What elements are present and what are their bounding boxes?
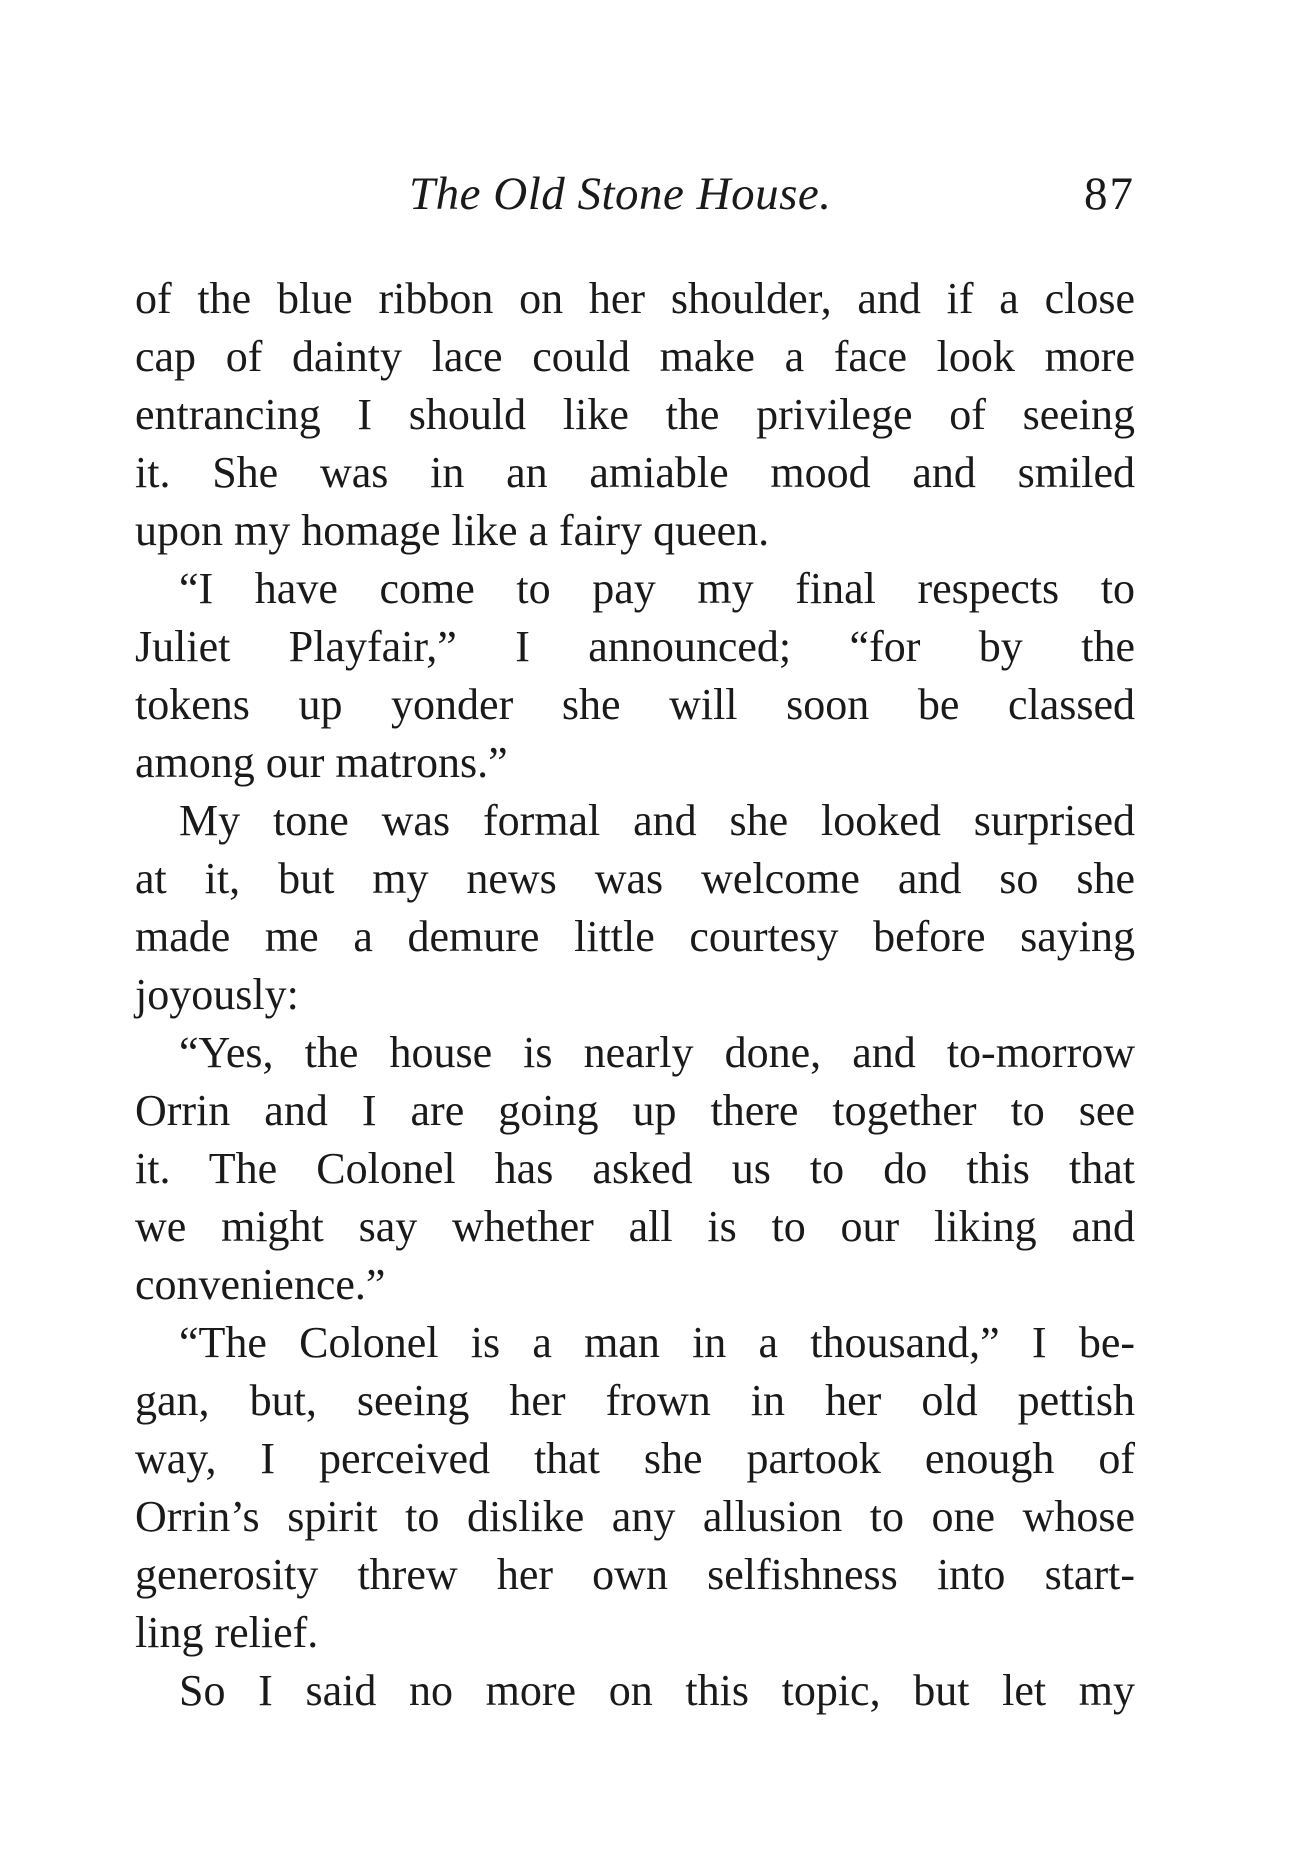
text-line: “Yes, the house is nearly done, and to-morrow bbox=[179, 1028, 1135, 1077]
running-head bbox=[135, 166, 1135, 226]
text-line: tokens up yonder she will soon be classed bbox=[135, 680, 1135, 729]
text-line: cap of dainty lace could make a face look more bbox=[135, 332, 1135, 381]
text-line: at it, but my news was welcome and so she bbox=[135, 854, 1135, 903]
text-line: “I have come to pay my final respects to bbox=[179, 564, 1135, 613]
text-line: So I said no more on this topic, but let my bbox=[179, 1666, 1135, 1715]
text-line: “The Colonel is a man in a thousand,” I be- bbox=[179, 1318, 1135, 1367]
text-line: Juliet Playfair,” I announced; “for by the bbox=[135, 622, 1135, 671]
text-line: ling relief. bbox=[135, 1608, 319, 1657]
running-title: The Old Stone House. bbox=[409, 168, 832, 220]
text-line: joyously: bbox=[135, 970, 299, 1019]
text-line: My tone was formal and she looked surprised bbox=[179, 796, 1135, 845]
text-line: it. The Colonel has asked us to do this that bbox=[135, 1144, 1135, 1193]
text-line: gan, but, seeing her frown in her old pettish bbox=[135, 1376, 1135, 1425]
text-line: way, I perceived that she partook enough of bbox=[135, 1434, 1135, 1483]
text-line: upon my homage like a fairy queen. bbox=[135, 506, 770, 555]
body-text bbox=[135, 270, 1135, 1720]
text-line: entrancing I should like the privilege of seeing bbox=[135, 390, 1135, 439]
text-line: Orrin and I are going up there together to see bbox=[135, 1086, 1135, 1135]
text-line: made me a demure little courtesy before saying bbox=[135, 912, 1135, 961]
text-line: we might say whether all is to our liking and bbox=[135, 1202, 1135, 1251]
text-line: generosity threw her own selfishness into start- bbox=[135, 1550, 1135, 1599]
text-line: it. She was in an amiable mood and smiled bbox=[135, 448, 1135, 497]
text-line: Orrin’s spirit to dislike any allusion to one whose bbox=[135, 1492, 1135, 1541]
page-number: 87 bbox=[1084, 168, 1135, 220]
text-line: among our matrons.” bbox=[135, 738, 508, 787]
text-line: convenience.” bbox=[135, 1260, 386, 1309]
text-line: of the blue ribbon on her shoulder, and if a close bbox=[135, 274, 1135, 323]
